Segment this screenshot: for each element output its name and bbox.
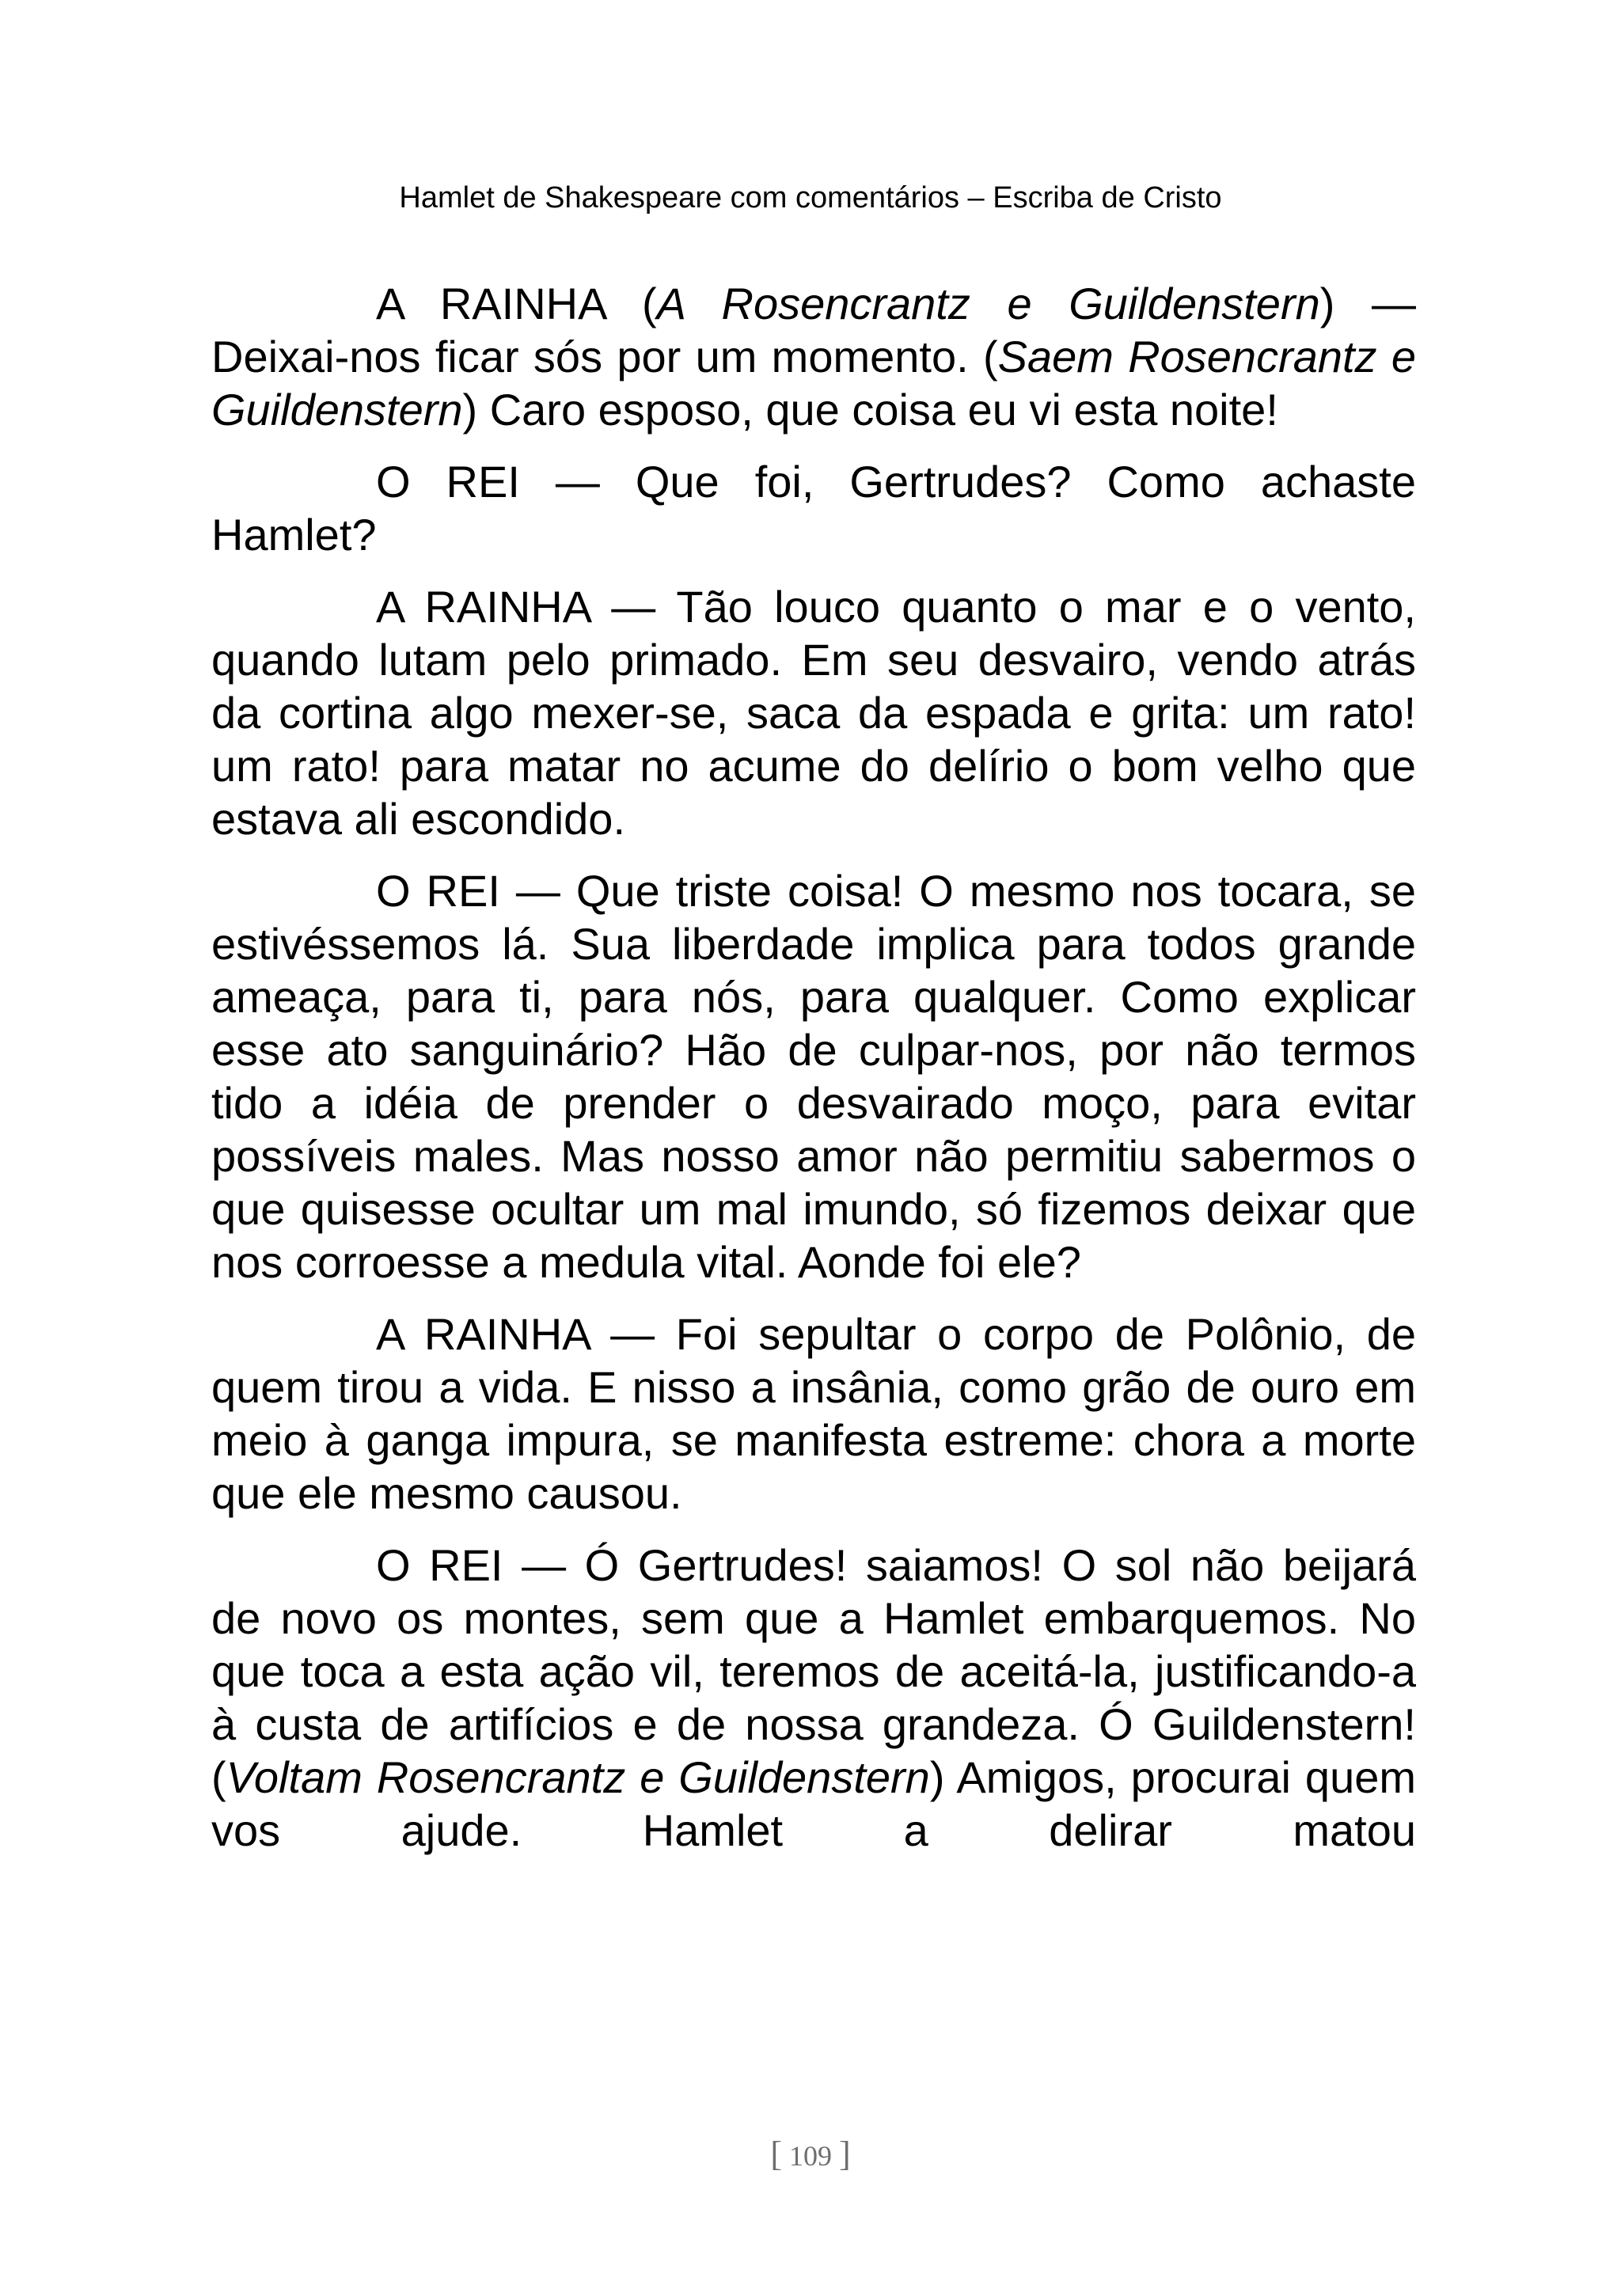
text-run: O REI — Ó Gertrudes! saiamos! O sol não beijará de novo os montes, sem que a Hamlet embarquemos. No que toca a esta ação vil, teremos de aceitá-la, justificando-a à custa de artifícios e de nossa grandeza. Ó Guildenstern! ( [211,1540,1416,1802]
paragraph-rei-3 [211,1539,1416,1857]
text-run: ) Amigos, procurai quem vos ajude. Hamlet a delirar matou [211,1752,1416,1855]
running-header: Hamlet de Shakespeare com comentários – Escriba de Cristo [399,181,1222,214]
text-run: ) — Deixai-nos ficar sós por um momento. ( [211,279,1417,381]
text-run: A RAINHA ( [376,279,657,328]
page-number [0,2137,1621,2173]
body-text [211,277,1416,1876]
text-run: ) Caro esposo, que coisa eu vi esta noite! [462,385,1278,435]
bracket-open: [ [770,2135,782,2173]
paragraph-rainha-2: A RAINHA — Tão louco quanto o mar e o vento, quando lutam pelo primado. Em seu desvairo, vendo atrás da cortina algo mexer-se, saca da espada e grita: um rato! um rato! para matar no acume do delírio o bom velho que estava ali escondido. [211,582,1416,844]
bracket-close: ] [839,2135,851,2173]
paragraph-rei-2: O REI — Que triste coisa! O mesmo nos tocara, se estivéssemos lá. Sua liberdade implica para todos grande ameaça, para ti, para nós, para qualquer. Como explicar esse ato sanguinário? Hão de culpar-nos, por não termos tido a idéia de prender o desvairado moço, para evitar possíveis males. Mas nosso amor não permitiu sabermos o que quisesse ocultar um mal imundo, só fizemos deixar que nos corroesse a medula vital. Aonde foi ele? [211,866,1416,1287]
paragraph-rainha-1 [211,277,1416,436]
page-number-value: 109 [789,2140,832,2172]
stage-direction: A Rosencrantz e Guildenstern [656,279,1320,328]
paragraph-rei-1: O REI — Que foi, Gertrudes? Como achaste Hamlet? [211,457,1416,560]
paragraph-rainha-3: A RAINHA — Foi sepultar o corpo de Polônio, de quem tirou a vida. E nisso a insânia, como grão de ouro em meio à ganga impura, se manifesta estreme: chora a morte que ele mesmo causou. [211,1309,1416,1518]
stage-direction: Voltam Rosencrantz e Guildenstern [226,1752,930,1802]
stage-direction: Saem Rosencrantz e Guildenstern [211,332,1416,435]
